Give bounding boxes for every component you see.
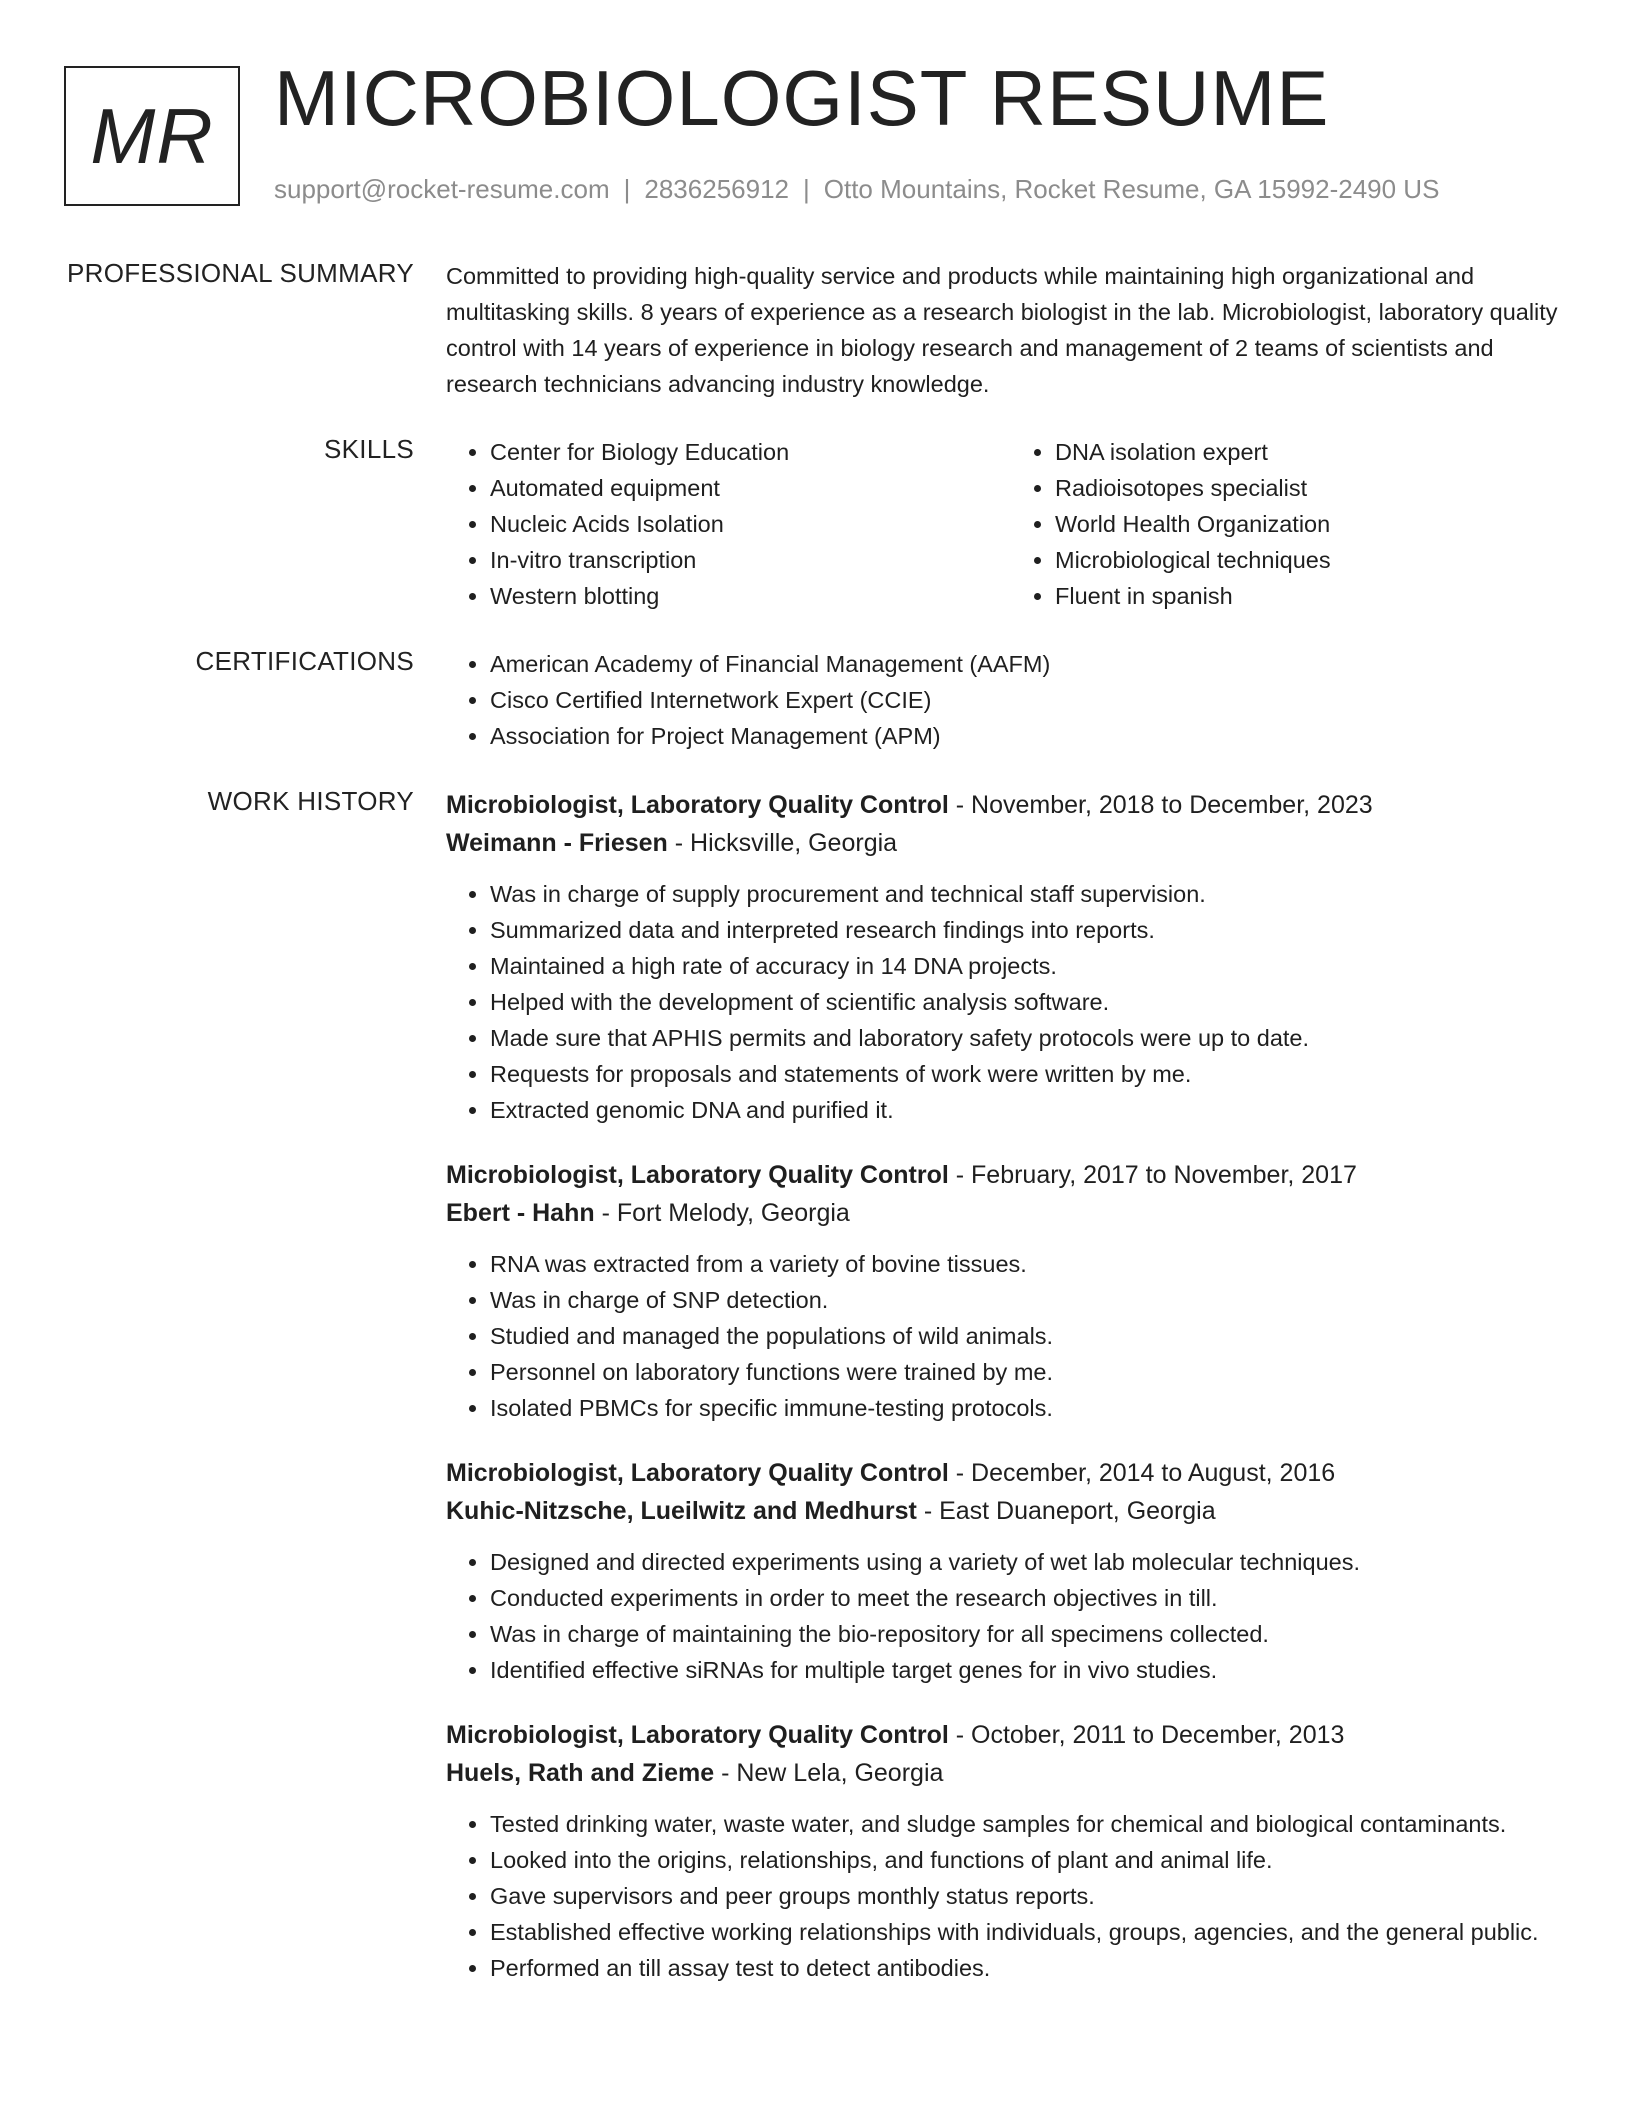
- job-bullet: • Isolated PBMCs for specific immune-testing protocols.: [490, 1390, 1576, 1426]
- summary-body: [446, 258, 1562, 402]
- job-title: Microbiologist, Laboratory Quality Control: [446, 1721, 949, 1749]
- contact-address: Otto Mountains, Rocket Resume, GA 15992-2490 US: [823, 174, 1440, 204]
- contact-phone: 2836256912: [644, 174, 789, 204]
- contact-line: [274, 174, 1439, 205]
- job-entry: [446, 1156, 1576, 1426]
- job-bullet: • Helped with the development of scientific analysis software.: [490, 984, 1576, 1020]
- section-label: CERTIFICATIONS: [195, 646, 414, 676]
- job-bullet: • Extracted genomic DNA and purified it.: [490, 1092, 1576, 1128]
- skill-item: • Western blotting: [490, 578, 1011, 614]
- skills-list-right: [1011, 434, 1576, 614]
- summary-text: Committed to providing high-quality service and products while maintaining high organizational and multitasking skills. 8 years of experience as a research biologist in the lab. Microbiologist, laboratory quality control with 14 years of experience in biology research and management of 2 teams of scientists and research technicians advancing industry knowledge.: [446, 263, 1558, 397]
- job-bullet: • RNA was extracted from a variety of bovine tissues.: [490, 1246, 1576, 1282]
- job-company: Kuhic-Nitzsche, Lueilwitz and Medhurst: [446, 1497, 917, 1525]
- certifications-body: [446, 646, 1576, 754]
- job-title: Microbiologist, Laboratory Quality Control: [446, 1459, 949, 1487]
- job-bullets: [446, 1544, 1576, 1688]
- skill-item: • Automated equipment: [490, 470, 1011, 506]
- job-dates: - November, 2018 to December, 2023: [948, 791, 1373, 819]
- job-dates: - February, 2017 to November, 2017: [948, 1161, 1357, 1189]
- skill-item: • Radioisotopes specialist: [1055, 470, 1576, 506]
- certification-item: • Association for Project Management (APM): [490, 718, 1576, 754]
- job-dates: - October, 2011 to December, 2013: [948, 1721, 1345, 1749]
- job-location: - East Duaneport, Georgia: [916, 1497, 1216, 1525]
- contact-email: support@rocket-resume.com: [274, 174, 610, 204]
- job-bullet: • Studied and managed the populations of wild animals.: [490, 1318, 1576, 1354]
- skills-body: [446, 434, 1576, 614]
- job-bullet: • Identified effective siRNAs for multiple target genes for in vivo studies.: [490, 1652, 1576, 1688]
- job-title: Microbiologist, Laboratory Quality Control: [446, 1161, 949, 1189]
- job-bullet: • Summarized data and interpreted research findings into reports.: [490, 912, 1576, 948]
- job-bullet: • Performed an till assay test to detect antibodies.: [490, 1950, 1576, 1986]
- job-company: Ebert - Hahn: [446, 1199, 595, 1227]
- job-title: Microbiologist, Laboratory Quality Control: [446, 791, 949, 819]
- certifications-list: [446, 646, 1576, 754]
- job-bullet: • Looked into the origins, relationships, and functions of plant and animal life.: [490, 1842, 1576, 1878]
- section-label: WORK HISTORY: [207, 786, 414, 816]
- contact-separator: |: [623, 174, 631, 204]
- job-bullets: [446, 876, 1576, 1128]
- certification-item: • Cisco Certified Internetwork Expert (CCIE): [490, 682, 1576, 718]
- job-entry: [446, 786, 1576, 1128]
- job-entry: [446, 1454, 1576, 1688]
- job-bullet: • Requests for proposals and statements of work were written by me.: [490, 1056, 1576, 1092]
- skill-item: • DNA isolation expert: [1055, 434, 1576, 470]
- job-company: Weimann - Friesen: [446, 829, 668, 857]
- page-title: MICROBIOLOGIST RESUME: [274, 54, 1330, 142]
- skill-item: • Nucleic Acids Isolation: [490, 506, 1011, 542]
- initials: MR: [90, 91, 214, 180]
- skill-item: • World Health Organization: [1055, 506, 1576, 542]
- skill-item: • Center for Biology Education: [490, 434, 1011, 470]
- job-bullet: • Was in charge of maintaining the bio-repository for all specimens collected.: [490, 1616, 1576, 1652]
- skill-item: • Microbiological techniques: [1055, 542, 1576, 578]
- monogram: [64, 66, 240, 206]
- job-bullet: • Personnel on laboratory functions were trained by me.: [490, 1354, 1576, 1390]
- job-bullet: • Gave supervisors and peer groups monthly status reports.: [490, 1878, 1576, 1914]
- job-location: - Fort Melody, Georgia: [594, 1199, 850, 1227]
- job-bullet: • Was in charge of SNP detection.: [490, 1282, 1576, 1318]
- job-location: - New Lela, Georgia: [714, 1759, 944, 1787]
- section-label: PROFESSIONAL SUMMARY: [67, 258, 414, 288]
- skill-item: • In-vitro transcription: [490, 542, 1011, 578]
- skill-item: • Fluent in spanish: [1055, 578, 1576, 614]
- job-entry: [446, 1716, 1576, 1986]
- work-history-body: [446, 786, 1576, 2014]
- job-bullet: • Made sure that APHIS permits and laboratory safety protocols were up to date.: [490, 1020, 1576, 1056]
- section-label: SKILLS: [324, 434, 414, 464]
- job-bullet: • Designed and directed experiments using a variety of wet lab molecular techniques.: [490, 1544, 1576, 1580]
- job-bullet: • Conducted experiments in order to meet the research objectives in till.: [490, 1580, 1576, 1616]
- job-bullets: [446, 1806, 1576, 1986]
- certification-item: • American Academy of Financial Management (AAFM): [490, 646, 1576, 682]
- job-bullet: • Tested drinking water, waste water, and sludge samples for chemical and biological contaminants.: [490, 1806, 1576, 1842]
- job-bullet: • Was in charge of supply procurement and technical staff supervision.: [490, 876, 1576, 912]
- job-location: - Hicksville, Georgia: [667, 829, 898, 857]
- job-company: Huels, Rath and Zieme: [446, 1759, 715, 1787]
- job-bullets: [446, 1246, 1576, 1426]
- job-bullet: • Established effective working relationships with individuals, groups, agencies, and the general public.: [490, 1914, 1576, 1950]
- contact-separator: |: [803, 174, 810, 204]
- job-bullet: • Maintained a high rate of accuracy in 14 DNA projects.: [490, 948, 1576, 984]
- skills-list-left: [446, 434, 1011, 614]
- job-dates: - December, 2014 to August, 2016: [948, 1459, 1336, 1487]
